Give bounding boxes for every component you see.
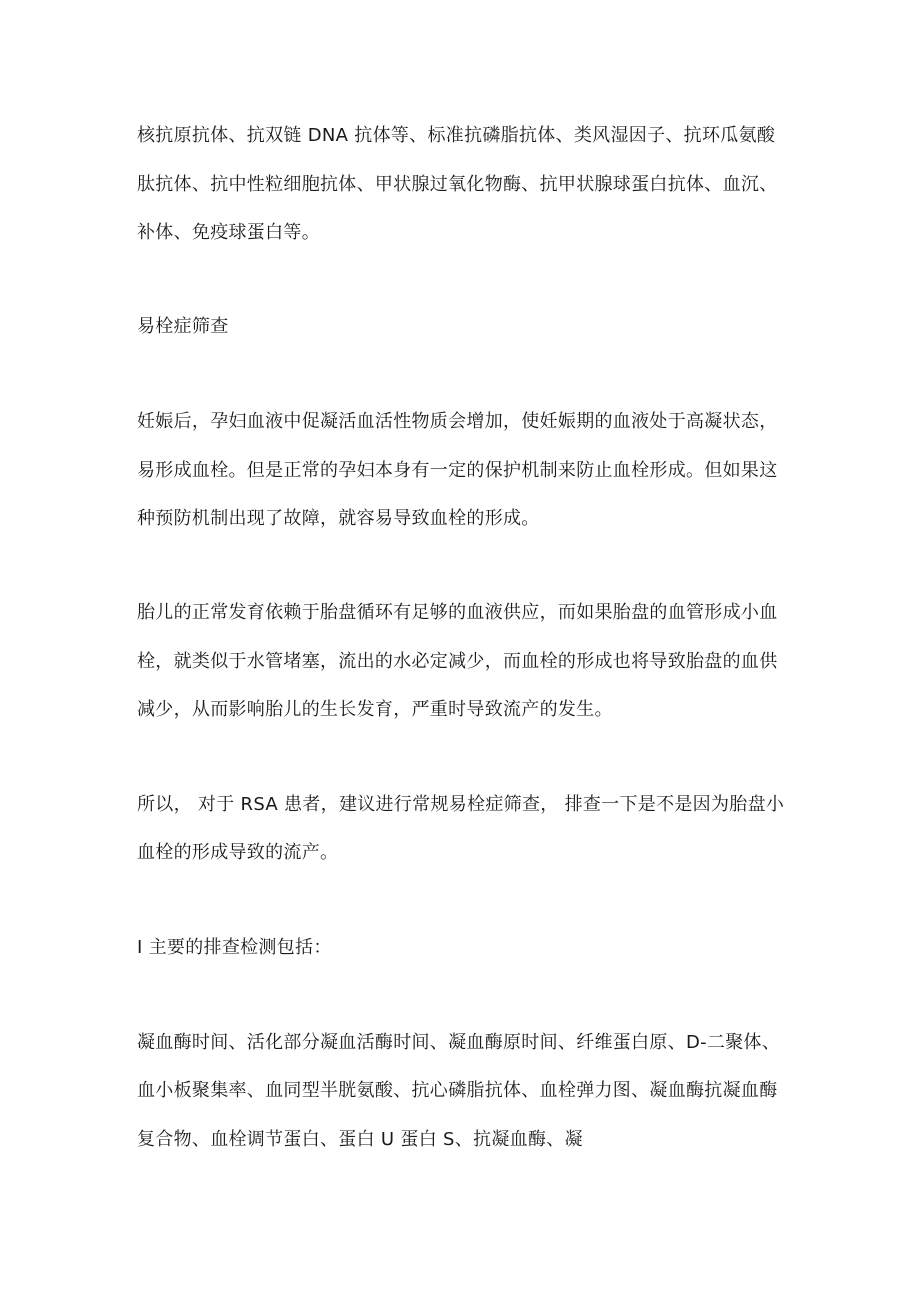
paragraph-5-line-1: 所以， 对于 RSA 患者，建议进行常规易栓症筛查， 排查一下是不是因为胎盘小: [137, 794, 785, 815]
checklist-heading: I 主要的排查检测包括：: [137, 937, 332, 958]
paragraph-4-line-1: 胎儿的正常发育依赖于胎盘循环有足够的血液供应，而如果胎盘的血管形成小血: [137, 602, 778, 623]
paragraph-7-line-1: 凝血酶时间、活化部分凝血活酶时间、凝血酶原时间、纤维蛋白原、D-二聚体、: [137, 1032, 781, 1053]
paragraph-1-line-2: 肽抗体、抗中性粒细胞抗体、甲状腺过氧化物酶、抗甲状腺球蛋白抗体、血沉、: [137, 174, 778, 195]
paragraph-3-line-3: 种预防机制出现了故障，就容易导致血栓的形成。: [137, 508, 540, 529]
paragraph-1-line-1: 核抗原抗体、抗双链 DNA 抗体等、标准抗磷脂抗体、类风湿因子、抗环瓜氨酸: [137, 125, 776, 146]
section-heading: 易栓症筛查: [137, 316, 229, 337]
paragraph-4-line-3: 减少，从而影响胎儿的生长发育，严重时导致流产的发生。: [137, 699, 613, 720]
paragraph-4-line-2: 栓，就类似于水管堵塞，流出的水必定减少，而血栓的形成也将导致胎盘的血供: [137, 651, 778, 672]
paragraph-3-line-2: 易形成血栓。但是正常的孕妇本身有一定的保护机制来防止血栓形成。但如果这: [137, 460, 778, 481]
paragraph-7-line-2: 血小板聚集率、血同型半胱氨酸、抗心磷脂抗体、血栓弹力图、凝血酶抗凝血酶: [137, 1080, 778, 1101]
paragraph-1-line-3: 补体、免疫球蛋白等。: [137, 222, 320, 243]
paragraph-5-line-2: 血栓的形成导致的流产。: [137, 842, 339, 863]
paragraph-3-line-1: 妊娠后，孕妇血液中促凝活血活性物质会增加，使妊娠期的血液处于高凝状态，: [137, 411, 778, 432]
paragraph-7-line-3: 复合物、血栓调节蛋白、蛋白 U 蛋白 S、抗凝血酶、凝: [137, 1129, 583, 1150]
